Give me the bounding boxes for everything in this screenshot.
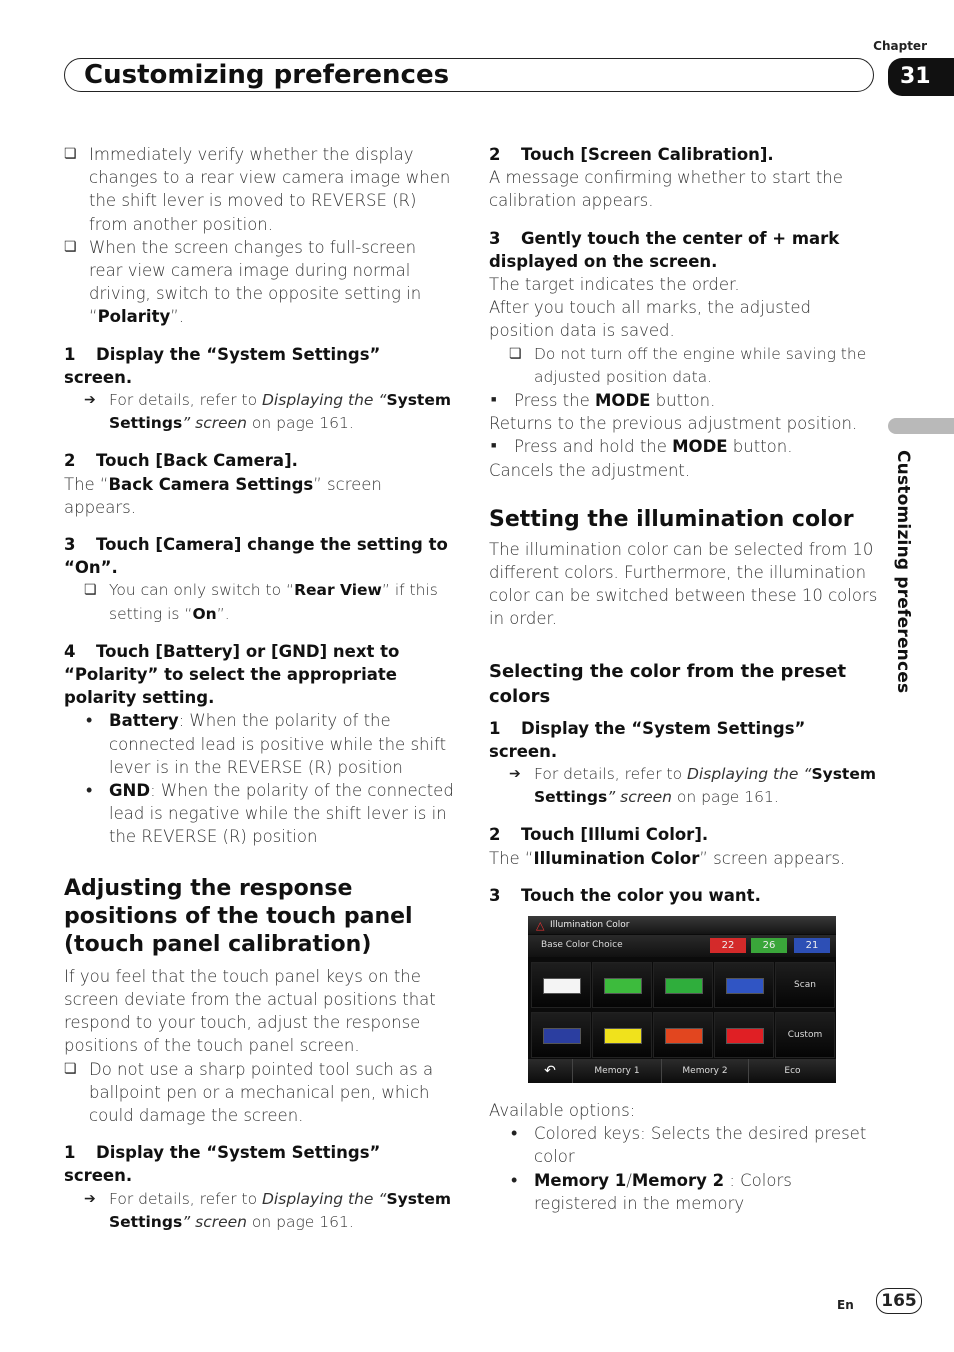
reference: ➔ For details, refer to Displaying the “System Settings” screen on page 161. — [64, 389, 454, 435]
step-text: A message confirming whether to start the calibration appears. — [489, 168, 843, 211]
step-text: After you touch all marks, the adjusted position data is saved. — [489, 298, 811, 341]
section-heading: Setting the illumination color — [489, 506, 854, 532]
chapter-number: 31 — [888, 58, 954, 96]
back-icon[interactable]: ↶ — [528, 1059, 573, 1083]
note: ❏ Do not turn off the engine while saving the adjusted position data. — [489, 343, 879, 389]
page-number: 165 — [876, 1288, 922, 1314]
color-key[interactable] — [531, 1012, 591, 1058]
color-key[interactable] — [592, 962, 652, 1008]
language-label: En — [837, 1298, 854, 1312]
step-text: The “Back Camera Settings” screen appears. — [64, 474, 382, 517]
color-key[interactable] — [714, 1012, 774, 1058]
step-heading: 1 Display the “System Settings” screen. — [489, 718, 806, 761]
paragraph: The illumination color can be selected from 10 different colors. Furthermore, the illumination color can be switched between these 10 colors in order. — [489, 539, 878, 629]
options-label: Available options: — [489, 1101, 636, 1120]
base-color-chip-red[interactable]: 22 — [710, 938, 746, 953]
color-swatch — [726, 1028, 764, 1044]
bullet-item: • Colored keys: Selects the desired preset color — [489, 1122, 879, 1168]
step-text: Returns to the previous adjustment position. — [489, 414, 858, 434]
page-title: Customizing preferences — [84, 60, 450, 90]
color-key[interactable] — [653, 1012, 713, 1058]
color-swatch — [665, 978, 703, 994]
custom-button[interactable]: Custom — [775, 1012, 835, 1058]
bullet-item: • GND: When the polarity of the connected lead is negative while the shift lever is in the REVERSE (R) position — [64, 779, 454, 849]
color-swatch — [604, 978, 642, 994]
color-key[interactable] — [714, 962, 774, 1008]
right-column — [489, 143, 879, 907]
step-text: The “Illumination Color” screen appears. — [489, 848, 846, 868]
color-swatch — [665, 1028, 703, 1044]
reference: ➔ For details, refer to Displaying the “System Settings” screen on page 161. — [64, 1188, 454, 1234]
step-heading: 3 Touch [Camera] change the setting to “On”. — [64, 535, 448, 578]
bullet-item: • Battery: When the polarity of the connected lead is positive while the shift lever is in the REVERSE (R) position — [64, 709, 454, 779]
reference: ➔ For details, refer to Displaying the “System Settings” screen on page 161. — [489, 763, 879, 809]
base-color-chip-blue[interactable]: 21 — [794, 938, 830, 953]
illumination-icon: △ — [536, 919, 545, 932]
eco-button[interactable]: Eco — [749, 1059, 836, 1083]
note: ❏ When the screen changes to full-screen rear view camera image during normal driving, switch to the opposite setting in “Polarity”. — [64, 236, 454, 329]
step-heading: 2 Touch [Illumi Color]. — [489, 825, 709, 845]
color-key[interactable] — [653, 962, 713, 1008]
paragraph: If you feel that the touch panel keys on the screen deviate from the actual positions that respond to your touch, adjust the response positions of the touch panel screen. — [64, 966, 436, 1056]
chapter-label: Chapter — [873, 39, 927, 53]
square-bullet: ■ Press and hold the MODE button. — [489, 435, 879, 458]
note: ❏ Immediately verify whether the display changes to a rear view camera image when the shift lever is moved to REVERSE (R) from another position. — [64, 143, 454, 236]
step-heading: 1 Display the “System Settings” screen. — [64, 1143, 381, 1186]
note: ❏ You can only switch to “Rear View” if this setting is “On”. — [64, 579, 454, 625]
base-color-chip-green[interactable]: 26 — [751, 938, 787, 953]
step-text: Cancels the adjustment. — [489, 460, 691, 480]
side-label: Customizing preferences — [893, 450, 913, 694]
memory-2-button[interactable]: Memory 2 — [662, 1059, 749, 1083]
color-swatch — [604, 1028, 642, 1044]
color-swatch — [543, 1028, 581, 1044]
color-key[interactable] — [592, 1012, 652, 1058]
step-heading: 2 Touch [Screen Calibration]. — [489, 145, 774, 164]
note: ❏ Do not use a sharp pointed tool such as a ballpoint pen or a mechanical pen, which could damage the screen. — [64, 1058, 454, 1128]
memory-1-button[interactable]: Memory 1 — [573, 1059, 662, 1083]
scan-button[interactable]: Scan — [775, 962, 835, 1008]
step-heading: 3 Touch the color you want. — [489, 885, 761, 905]
section-heading: Adjusting the response positions of the touch panel (touch panel calibration) — [64, 875, 413, 957]
side-tab — [888, 418, 954, 434]
square-bullet: ■ Press the MODE button. — [489, 389, 879, 412]
color-swatch — [726, 978, 764, 994]
step-heading: 4 Touch [Battery] or [GND] next to “Polarity” to select the appropriate polarity setting. — [64, 641, 400, 708]
bullet-item: • Memory 1/Memory 2 : Colors registered in the memory — [489, 1169, 879, 1215]
left-column — [64, 143, 454, 1234]
base-color-label: Base Color Choice — [541, 940, 623, 950]
color-key[interactable] — [531, 962, 591, 1008]
step-heading: 2 Touch [Back Camera]. — [64, 451, 298, 471]
color-swatch — [543, 978, 581, 994]
step-text: The target indicates the order. — [489, 275, 740, 295]
options-block — [489, 1099, 879, 1215]
screen-title: Illumination Color — [550, 920, 630, 930]
step-heading: 3 Gently touch the center of + mark displayed on the screen. — [489, 228, 840, 271]
subsection-heading: Selecting the color from the preset colors — [489, 660, 847, 707]
step-heading: 1 Display the “System Settings” screen. — [64, 344, 381, 387]
illumination-color-screen — [528, 916, 836, 1083]
